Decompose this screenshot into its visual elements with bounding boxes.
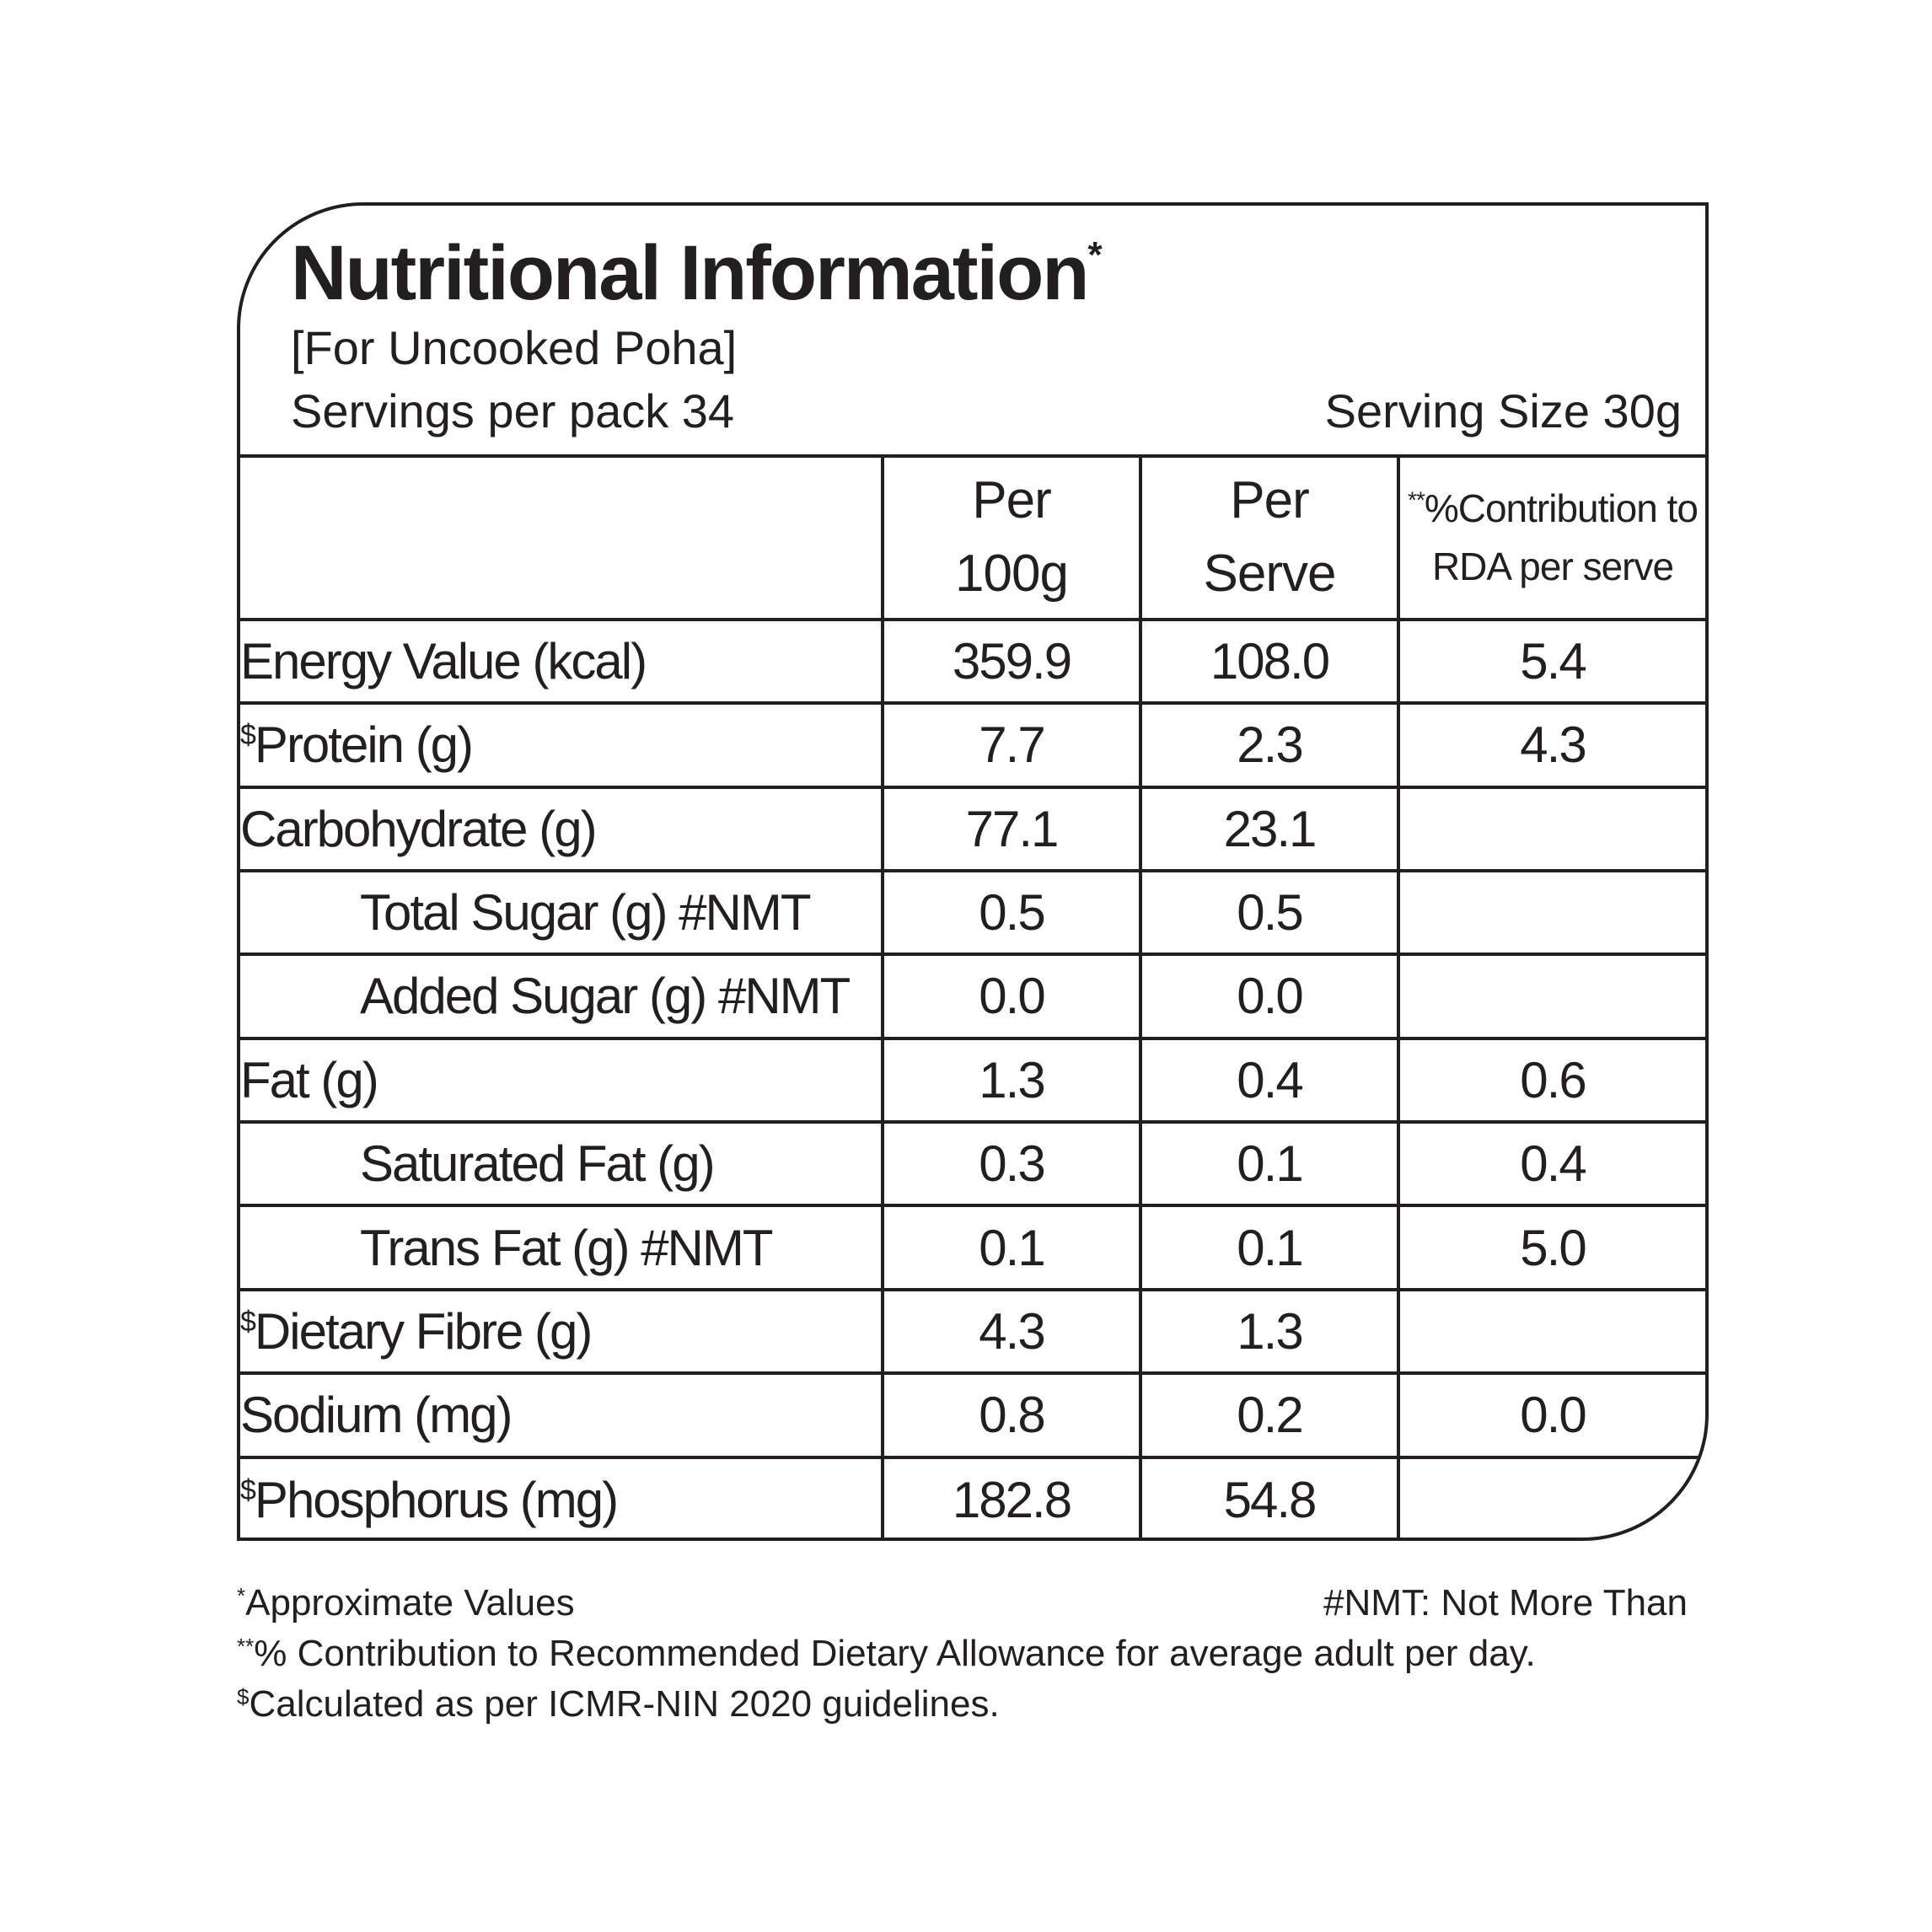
table-row-phosphorus <box>240 1457 1705 1542</box>
nutrient-name <box>240 1122 883 1205</box>
nutrient-name <box>240 620 883 703</box>
table-row-trans-fat <box>240 1205 1705 1289</box>
table-row-energy <box>240 620 1705 703</box>
value-per-serve: 54.8 <box>1140 1457 1398 1542</box>
value-per-serve: 2.3 <box>1140 703 1398 786</box>
value-rda <box>1398 787 1705 871</box>
value-per-serve: 0.4 <box>1140 1038 1398 1122</box>
value-rda: 0.4 <box>1398 1122 1705 1205</box>
table-header-row <box>240 456 1705 620</box>
header-per-100g <box>883 456 1140 620</box>
value-per-serve: 0.2 <box>1140 1373 1398 1457</box>
nutrient-label: Added Sugar (g) #NMT <box>360 968 850 1025</box>
header-rda-mark: ** <box>1408 486 1425 513</box>
value-per-100g: 0.0 <box>883 954 1140 1038</box>
nutrient-label: Carbohydrate (g) <box>240 800 596 857</box>
footnote-icmr-mark: $ <box>237 1684 250 1709</box>
value-per-serve: 0.5 <box>1140 871 1398 954</box>
footnote-icmr <box>237 1682 1000 1727</box>
nutrition-table <box>240 454 1705 1541</box>
nutrient-label: Sodium (mg) <box>240 1387 512 1444</box>
nutrient-name <box>240 787 883 871</box>
value-per-serve: 1.3 <box>1140 1290 1398 1373</box>
nutrition-label <box>237 202 1709 1541</box>
value-rda <box>1398 954 1705 1038</box>
value-rda: 4.3 <box>1398 703 1705 786</box>
nutrient-label: Trans Fat (g) #NMT <box>360 1219 772 1276</box>
value-per-100g: 0.8 <box>883 1373 1140 1457</box>
label-title <box>291 231 1101 316</box>
label-subtitle: [For Uncooked Poha] <box>291 321 738 374</box>
value-per-100g: 1.3 <box>883 1038 1140 1122</box>
nutrient-label: Fat (g) <box>240 1051 378 1108</box>
value-rda <box>1398 871 1705 954</box>
title-asterisk: * <box>1087 234 1101 276</box>
servings-per-pack: Servings per pack 34 <box>291 384 735 437</box>
value-per-100g: 359.9 <box>883 620 1140 703</box>
header-nutrient-cell <box>240 456 883 620</box>
value-rda: 0.0 <box>1398 1373 1705 1457</box>
nutrient-label: Protein (g) <box>254 716 473 774</box>
footnote-rda-text: % Contribution to Recommended Dietary Allowance for average adult per day. <box>254 1633 1536 1674</box>
nutrient-mark: $ <box>240 1473 255 1506</box>
value-per-100g: 77.1 <box>883 787 1140 871</box>
table-row-carbohydrate <box>240 787 1705 871</box>
header-per-serve-line2: Serve <box>1203 544 1336 603</box>
label-header <box>240 206 1705 454</box>
nutrient-name <box>240 1290 883 1373</box>
value-per-serve: 0.0 <box>1140 954 1398 1038</box>
footnote-approximate <box>237 1581 575 1626</box>
value-per-100g: 0.5 <box>883 871 1140 954</box>
footnote-rda-mark: ** <box>237 1634 255 1659</box>
value-rda <box>1398 1457 1705 1542</box>
footnote-approximate-mark: * <box>237 1583 246 1608</box>
nutrient-mark: $ <box>240 1305 255 1338</box>
table-row-total-sugar <box>240 871 1705 954</box>
nutrient-name <box>240 1457 883 1542</box>
table-row-protein <box>240 703 1705 786</box>
footnote-nmt: #NMT: Not More Than <box>1323 1582 1688 1623</box>
header-per-100g-line1: Per <box>972 471 1051 530</box>
footnote-rda <box>237 1632 1536 1677</box>
footnote-icmr-text: Calculated as per ICMR-NIN 2020 guidelines. <box>249 1683 1000 1725</box>
header-per-serve-line1: Per <box>1230 471 1309 530</box>
table-row-dietary-fibre <box>240 1290 1705 1373</box>
value-per-100g: 7.7 <box>883 703 1140 786</box>
nutrient-label: Energy Value (kcal) <box>240 632 647 690</box>
value-per-serve: 23.1 <box>1140 787 1398 871</box>
value-per-serve: 108.0 <box>1140 620 1398 703</box>
nutrient-name <box>240 703 883 786</box>
serving-size: Serving Size 30g <box>1324 384 1682 437</box>
table-row-sodium <box>240 1373 1705 1457</box>
nutrient-name <box>240 954 883 1038</box>
nutrient-name <box>240 1373 883 1457</box>
nutrient-label: Phosphorus (mg) <box>254 1471 618 1528</box>
footnote-approximate-text: Approximate Values <box>245 1582 575 1623</box>
value-per-serve: 0.1 <box>1140 1205 1398 1289</box>
nutrient-name <box>240 871 883 954</box>
nutrient-name <box>240 1038 883 1122</box>
header-rda <box>1398 456 1705 620</box>
nutrient-name <box>240 1205 883 1289</box>
header-per-serve <box>1140 456 1398 620</box>
value-rda <box>1398 1290 1705 1373</box>
value-per-100g: 182.8 <box>883 1457 1140 1542</box>
header-per-100g-line2: 100g <box>955 544 1068 603</box>
nutrient-label: Total Sugar (g) #NMT <box>360 884 810 942</box>
title-text: Nutritional Information <box>291 230 1088 316</box>
table-row-saturated-fat <box>240 1122 1705 1205</box>
header-rda-line1: %Contribution to <box>1424 486 1698 530</box>
value-rda: 0.6 <box>1398 1038 1705 1122</box>
nutrient-label: Dietary Fibre (g) <box>254 1302 592 1360</box>
nutrient-label: Saturated Fat (g) <box>360 1135 714 1193</box>
value-per-100g: 0.3 <box>883 1122 1140 1205</box>
table-row-added-sugar <box>240 954 1705 1038</box>
value-per-serve: 0.1 <box>1140 1122 1398 1205</box>
nutrient-mark: $ <box>240 719 255 752</box>
value-per-100g: 4.3 <box>883 1290 1140 1373</box>
header-rda-line2: RDA per serve <box>1431 544 1674 588</box>
value-per-100g: 0.1 <box>883 1205 1140 1289</box>
value-rda: 5.4 <box>1398 620 1705 703</box>
value-rda: 5.0 <box>1398 1205 1705 1289</box>
table-row-fat <box>240 1038 1705 1122</box>
